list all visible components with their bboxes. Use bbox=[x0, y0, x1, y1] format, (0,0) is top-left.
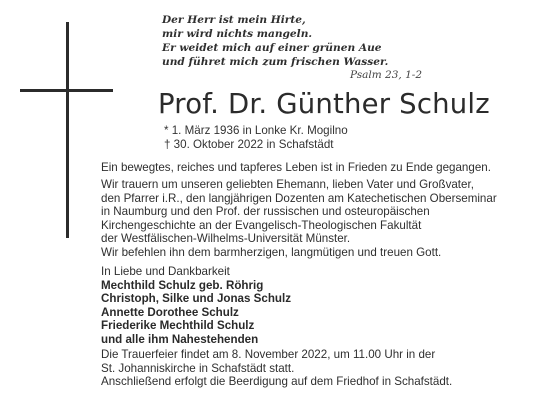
psalm-line: Der Herr ist mein Hirte, bbox=[162, 14, 306, 26]
funeral-line: Anschließend erfolgt die Beerdigung auf dem Friedhof in Schafstädt. bbox=[101, 375, 453, 389]
death-date: † 30. Oktober 2022 in Schafstädt bbox=[164, 138, 334, 151]
signer-name: und alle ihm Nahestehenden bbox=[101, 332, 259, 346]
psalm-line: und führet mich zum frischen Wasser. bbox=[162, 56, 389, 68]
mourning-paragraph bbox=[101, 178, 497, 260]
cross-vertical-bar bbox=[66, 22, 69, 238]
signer-name: Christoph, Silke und Jonas Schulz bbox=[101, 292, 292, 306]
mourning-line: in Naumburg und den Prof. der russischen und osteuropäischen bbox=[101, 205, 430, 219]
mourning-line: der Westfälischen-Wilhelms-Universität Münster. bbox=[101, 232, 351, 246]
signer-name: Friederike Mechthild Schulz bbox=[101, 319, 255, 333]
intro-sentence: Ein bewegtes, reiches und tapferes Leben ist in Frieden zu Ende gegangen. bbox=[101, 161, 491, 174]
deceased-name: Prof. Dr. Günther Schulz bbox=[158, 88, 490, 120]
mourning-line: den Pfarrer i.R., den langjährigen Dozenten am Katechetischen Oberseminar bbox=[101, 191, 497, 205]
signer-name: Annette Dorothee Schulz bbox=[101, 305, 239, 319]
signer-name: Mechthild Schulz geb. Röhrig bbox=[101, 278, 264, 292]
cross-horizontal-bar bbox=[20, 89, 113, 92]
birth-date: * 1. März 1936 in Lonke Kr. Mogilno bbox=[164, 124, 348, 137]
mourning-line: Kirchengeschichte an der Evangelisch-Theologischen Fakultät bbox=[101, 218, 422, 232]
psalm-quote bbox=[162, 13, 388, 69]
signers-lead: In Liebe und Dankbarkeit bbox=[101, 265, 230, 278]
psalm-line: mir wird nichts mangeln. bbox=[162, 28, 313, 40]
psalm-reference: Psalm 23, 1-2 bbox=[349, 69, 422, 81]
funeral-line: Die Trauerfeier findet am 8. November 2022, um 11.00 Uhr in der bbox=[101, 348, 436, 361]
mourning-line: Wir befehlen ihn dem barmherzigen, langmütigen und treuen Gott. bbox=[101, 245, 442, 259]
life-dates bbox=[164, 124, 348, 152]
funeral-info bbox=[101, 348, 452, 389]
funeral-line: St. Johanniskirche in Schafstädt statt. bbox=[101, 361, 295, 375]
psalm-line: Er weidet mich auf einer grünen Aue bbox=[162, 42, 382, 54]
mourning-line: Wir trauern um unseren geliebten Ehemann, lieben Vater und Großvater, bbox=[101, 178, 474, 191]
signers-block bbox=[101, 265, 291, 347]
